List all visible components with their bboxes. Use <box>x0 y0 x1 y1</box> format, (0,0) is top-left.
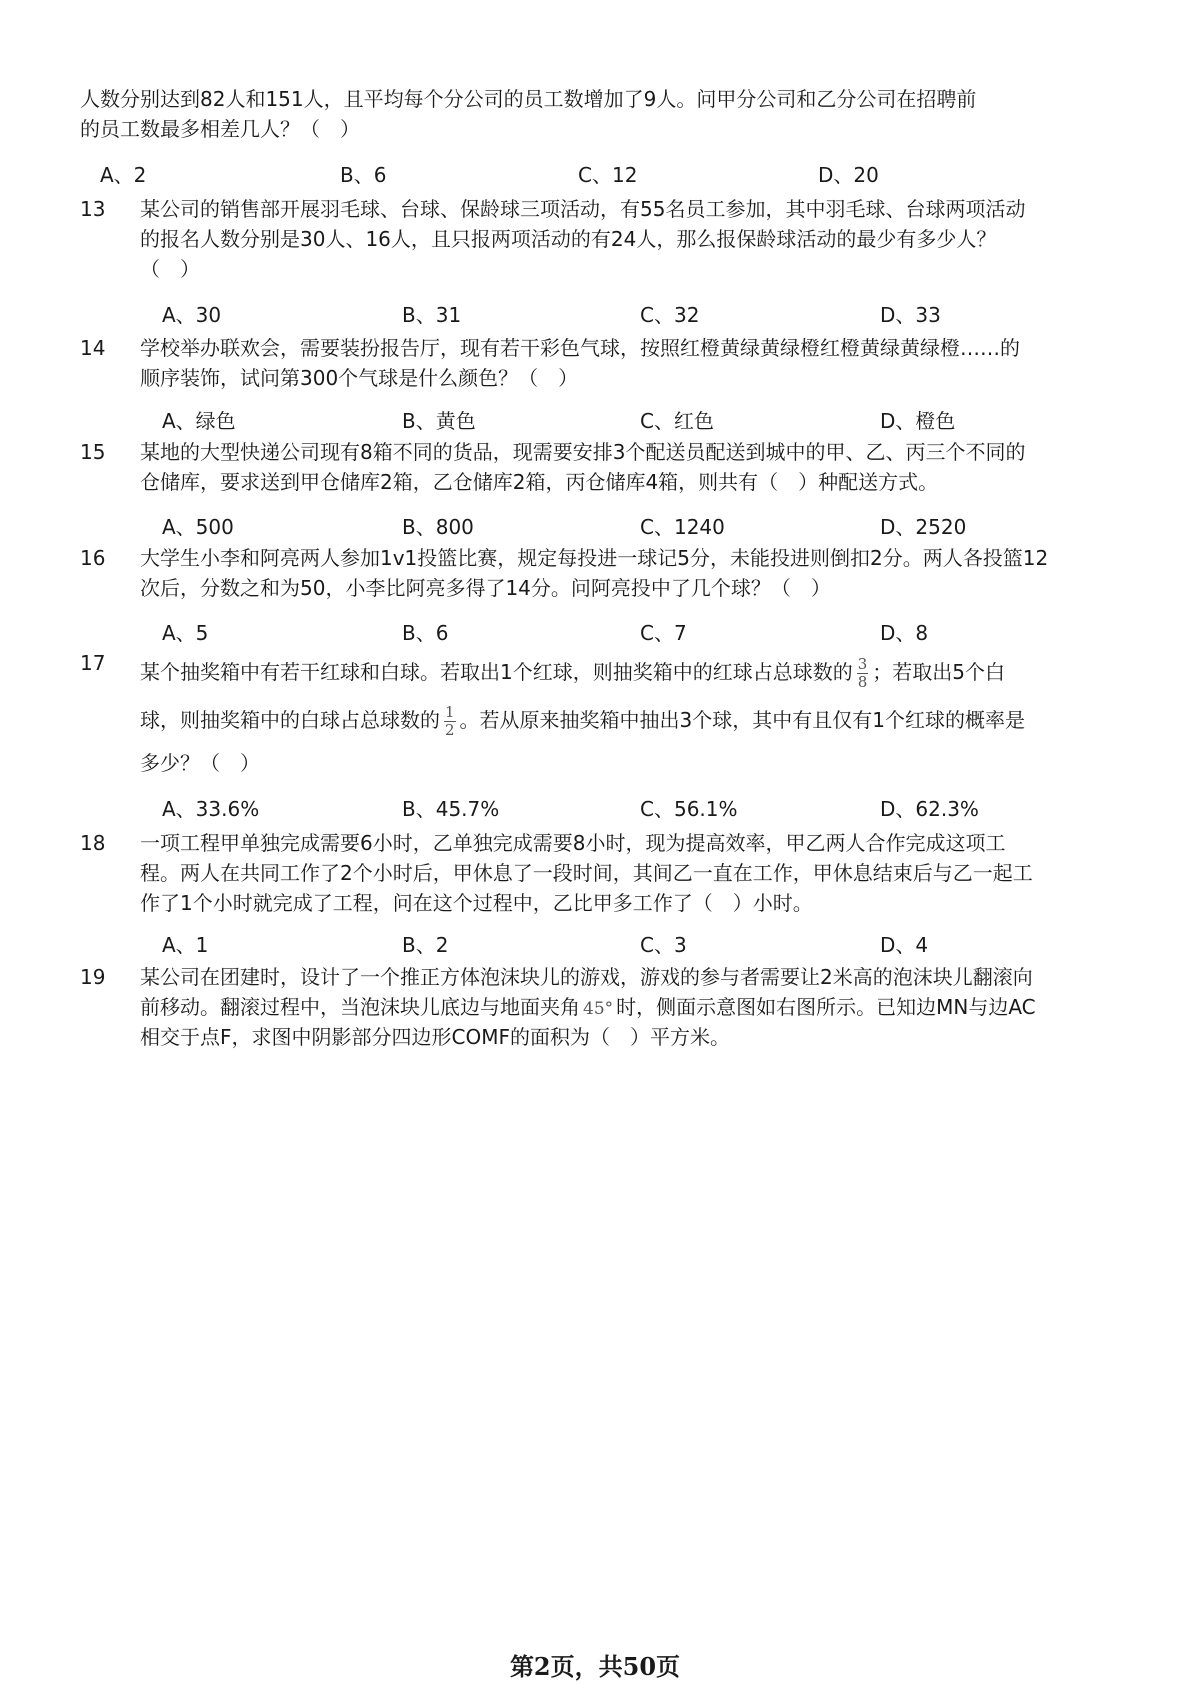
q17-line-2-end: 。若从原来抽奖箱中抽出3个球，其中有且仅有1个红球的概率是 <box>459 708 1025 732</box>
q16-number: 16 <box>80 546 106 570</box>
q14-option-c: C、红色 <box>640 409 714 433</box>
q17-option-a: A、33.6% <box>162 797 260 821</box>
q14-line-2: 顺序装饰，试问第300个气球是什么颜色？（ ） <box>140 366 579 390</box>
fraction-denominator: 8 <box>857 673 868 691</box>
page-footer: 第2页，共50页 <box>509 1652 681 1681</box>
q18-line-3: 作了1个小时就完成了工程，问在这个过程中，乙比甲多工作了（ ）小时。 <box>140 891 813 915</box>
q12-option-c: C、12 <box>578 163 638 187</box>
q17-option-d: D、62.3% <box>880 797 979 821</box>
q18-line-2: 程。两人在共同工作了2个小时后，甲休息了一段时间，其间乙一直在工作，甲休息结束后与乙一起工 <box>140 861 1033 885</box>
q13-line-3: （ ） <box>140 257 200 281</box>
q13-line-1: 某公司的销售部开展羽毛球、台球、保龄球三项活动，有55名员工参加，其中羽毛球、台球两项活动 <box>140 197 1026 221</box>
q16-option-c: C、7 <box>640 621 687 645</box>
q12-option-a: A、2 <box>100 163 147 187</box>
q13-option-a: A、30 <box>162 303 222 327</box>
q13-option-c: C、32 <box>640 303 700 327</box>
q19-line-2 <box>140 992 1036 1024</box>
q18-number: 18 <box>80 831 106 855</box>
q16-option-d: D、8 <box>880 621 929 645</box>
q19-line-2-end: 时，侧面示意图如右图所示。已知边MN与边AC <box>616 995 1036 1019</box>
q18-option-c: C、3 <box>640 933 687 957</box>
q15-option-d: D、2520 <box>880 515 967 539</box>
q16-line-1: 大学生小李和阿亮两人参加1v1投篮比赛，规定每投进一球记5分，未能投进则倒扣2分。两人各投篮12 <box>140 546 1049 570</box>
q12-option-d: D、20 <box>818 163 879 187</box>
q14-number: 14 <box>80 336 106 360</box>
q13-option-b: B、31 <box>402 303 462 327</box>
q17-line-2-start: 球，则抽奖箱中的白球占总球数的 <box>140 708 440 732</box>
q15-number: 15 <box>80 440 106 464</box>
q12-option-b: B、6 <box>340 163 387 187</box>
q15-line-2: 仓储库，要求送到甲仓储库2箱，乙仓储库2箱，丙仓储库4箱，则共有（ ）种配送方式。 <box>140 470 939 494</box>
q13-line-2: 的报名人数分别是30人、16人，且只报两项活动的有24人，那么报保龄球活动的最少有多少人？ <box>140 227 997 251</box>
q12-line-2: 的员工数最多相差几人？（ ） <box>80 117 360 141</box>
q17-fraction-three-eighths <box>857 656 869 691</box>
q16-option-b: B、6 <box>402 621 449 645</box>
fraction-numerator: 3 <box>857 655 868 673</box>
q17-line-1 <box>140 652 1005 692</box>
q17-option-b: B、45.7% <box>402 797 500 821</box>
q18-option-b: B、2 <box>402 933 449 957</box>
q15-option-a: A、500 <box>162 515 234 539</box>
q17-fraction-one-half <box>444 704 456 739</box>
q15-line-1: 某地的大型快递公司现有8箱不同的货品，现需要安排3个配送员配送到城中的甲、乙、丙三个不同的 <box>140 440 1026 464</box>
q17-number: 17 <box>80 651 106 675</box>
q17-line-1-end: ；若取出5个白 <box>872 660 1006 684</box>
q17-line-2 <box>140 700 1025 740</box>
q19-line-3: 相交于点F，求图中阴影部分四边形COMF的面积为（ ）平方米。 <box>140 1025 730 1049</box>
q13-number: 13 <box>80 197 106 221</box>
q16-option-a: A、5 <box>162 621 209 645</box>
q17-option-c: C、56.1% <box>640 797 738 821</box>
q19-line-2-start: 前移动。翻滚过程中，当泡沫块儿底边与地面夹角 <box>140 995 580 1019</box>
q17-line-3: 多少？（ ） <box>140 751 260 775</box>
q15-option-b: B、800 <box>402 515 474 539</box>
q13-option-d: D、33 <box>880 303 941 327</box>
q18-option-d: D、4 <box>880 933 929 957</box>
fraction-numerator: 1 <box>445 703 455 721</box>
q14-option-b: B、黄色 <box>402 409 476 433</box>
q19-angle: 45° <box>583 999 614 1019</box>
q12-line-1: 人数分别达到82人和151人，且平均每个分公司的员工数增加了9人。问甲分公司和乙分公司在招聘前 <box>80 87 977 111</box>
q14-option-a: A、绿色 <box>162 409 236 433</box>
q18-option-a: A、1 <box>162 933 209 957</box>
q18-line-1: 一项工程甲单独完成需要6小时，乙单独完成需要8小时，现为提高效率，甲乙两人合作完成这项工 <box>140 831 1006 855</box>
q19-line-1: 某公司在团建时，设计了一个推正方体泡沫块儿的游戏，游戏的参与者需要让2米高的泡沫块儿翻滚向 <box>140 965 1033 989</box>
q14-line-1: 学校举办联欢会，需要装扮报告厅，现有若干彩色气球，按照红橙黄绿黄绿橙红橙黄绿黄绿橙……的 <box>140 336 1020 360</box>
q15-option-c: C、1240 <box>640 515 725 539</box>
q14-option-d: D、橙色 <box>880 409 956 433</box>
q16-line-2: 次后，分数之和为50，小李比阿亮多得了14分。问阿亮投中了几个球？（ ） <box>140 576 831 600</box>
q19-number: 19 <box>80 965 106 989</box>
q17-line-1-start: 某个抽奖箱中有若干红球和白球。若取出1个红球，则抽奖箱中的红球占总球数的 <box>140 660 853 684</box>
fraction-denominator: 2 <box>445 721 455 739</box>
